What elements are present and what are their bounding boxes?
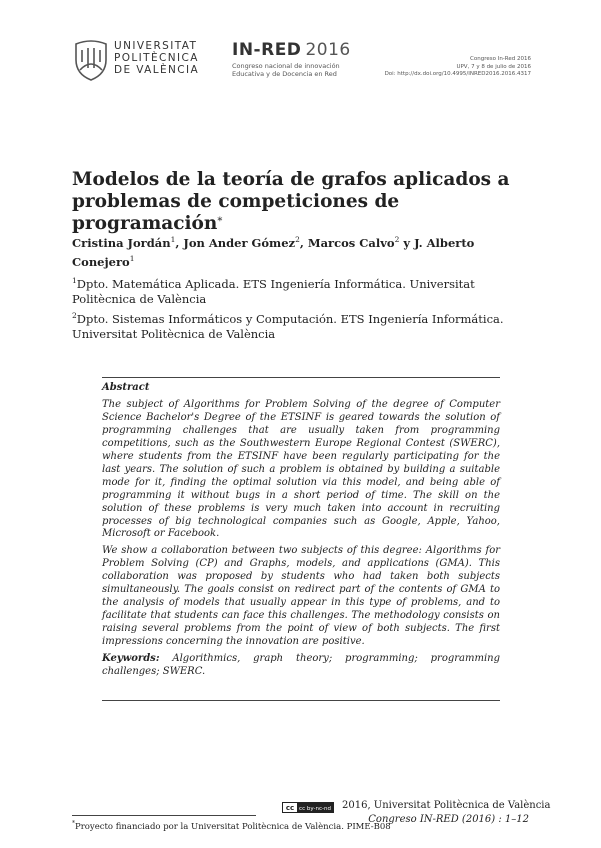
author-affiliation-mark: 2: [295, 235, 300, 244]
abstract-paragraph: We show a collaboration between two subjects of this degree: Algorithms for Problem Solving (CP) and Graphs, models, and applications (GMA). This collaboration was proposed by students who had taken both subjects simultaneously. The goals consist on redirect part of the contents of GMA to the analysis of models that usually appear in this type of problems, and to facilitate that students can face this challenges. The methodology consists on raising several problems from the point of view of both subjects. The first impressions concerning the innovation are positive.: [102, 545, 500, 648]
affiliation-item: [72, 273, 537, 308]
footnote: [72, 820, 391, 832]
footnote-text: Proyecto financiado por la Universitat Politècnica de València. PIME-B08: [75, 821, 391, 832]
conference-pages: Congreso IN-RED (2016) : 1–12: [368, 814, 529, 825]
abstract-heading: Abstract: [102, 382, 150, 393]
inred-brand: IN-RED: [232, 40, 302, 60]
cc-license-icon[interactable]: [282, 802, 334, 813]
author-name: Cristina Jordán: [72, 235, 171, 250]
cc-license-label: cc by-nc-nd: [299, 806, 331, 812]
copyright-notice: 2016, Universitat Politècnica de València: [342, 800, 551, 811]
footnote-rule: [72, 815, 256, 816]
author-list: [72, 232, 532, 271]
upv-logo-icon: [72, 38, 110, 82]
paper-title-line: problemas de competiciones de programación: [72, 191, 400, 234]
author-separator: y: [399, 235, 415, 250]
affiliation-text: Dpto. Matemática Aplicada. ETS Ingeniería Informática. Universitat Politècnica de València: [72, 276, 475, 307]
affiliation-text: Dpto. Sistemas Informáticos y Computación. ETS Ingeniería Informática. Universitat Politècnica de València: [72, 311, 504, 342]
affiliation-mark: 1: [72, 276, 77, 285]
svg-text:cc: cc: [285, 804, 295, 813]
university-name: [114, 40, 199, 76]
paper-title: [72, 169, 532, 235]
doi-link[interactable]: Doi: http://dx.doi.org/10.4995/INRED2016.2016.4317: [384, 71, 531, 77]
affiliation-item: [72, 308, 537, 343]
abstract-top-rule: [102, 377, 500, 378]
keywords-label: Keywords:: [102, 653, 160, 665]
inred-year: 2016: [305, 40, 351, 60]
author-name: J. Alberto Conejero: [72, 235, 475, 270]
author-separator: ,: [175, 235, 184, 250]
inred-subtitle-line: Educativa y de Docencia en Red: [232, 70, 337, 78]
abstract-section: [102, 382, 500, 683]
abstract-bottom-rule: [102, 700, 500, 701]
inred-subtitle: [232, 62, 340, 78]
conference-info-line: Congreso In-Red 2016: [470, 56, 531, 62]
author-name: Marcos Calvo: [307, 235, 395, 250]
author-affiliation-mark: 1: [129, 254, 135, 264]
paper-title-line: Modelos de la teoría de grafos aplicados a: [72, 169, 510, 190]
affiliation-mark: 2: [72, 310, 77, 320]
author-affiliation-mark: 1: [170, 235, 176, 244]
author-affiliation-mark: 2: [394, 235, 400, 244]
inred-subtitle-line: Congreso nacional de innovación: [232, 62, 340, 70]
university-name-line: POLITÈCNICA: [114, 52, 199, 64]
affiliations: [72, 273, 537, 343]
footnote-mark: *: [72, 820, 75, 827]
inred-logo: [232, 40, 351, 60]
author-name: Jon Ander Gómez: [183, 235, 296, 250]
university-name-line: DE VALÈNCIA: [114, 64, 200, 76]
author-separator: ,: [299, 235, 308, 250]
conference-info-line: UPV, 7 y 8 de julio de 2016: [456, 63, 531, 70]
university-name-line: UNIVERSITAT: [114, 40, 198, 52]
title-footnote-mark[interactable]: *: [217, 216, 223, 227]
conference-info: [385, 56, 531, 79]
keywords-text: Algorithmics, graph theory; programming; programming challenges; SWERC.: [102, 653, 500, 678]
abstract-paragraph: The subject of Algorithms for Problem Solving of the degree of Computer Science Bachelor's Degree of the ETSINF is geared towards the solution of programming challenges that are usually taken from programming competitions, such as the Southwestern Europe Regional Contest (SWERC), where students from the ETSINF have been regularly participating for the last years. The solution of such a problem is obtained by building a suitable mode for it, finding the optimal solution via this model, and being able of programming it without bugs in a short period of time. The skill on the solution of these problems is very much taken into account in recruiting processes of big technological companies such as Google, Apple, Yahoo, Microsoft or Facebook.: [102, 398, 500, 540]
